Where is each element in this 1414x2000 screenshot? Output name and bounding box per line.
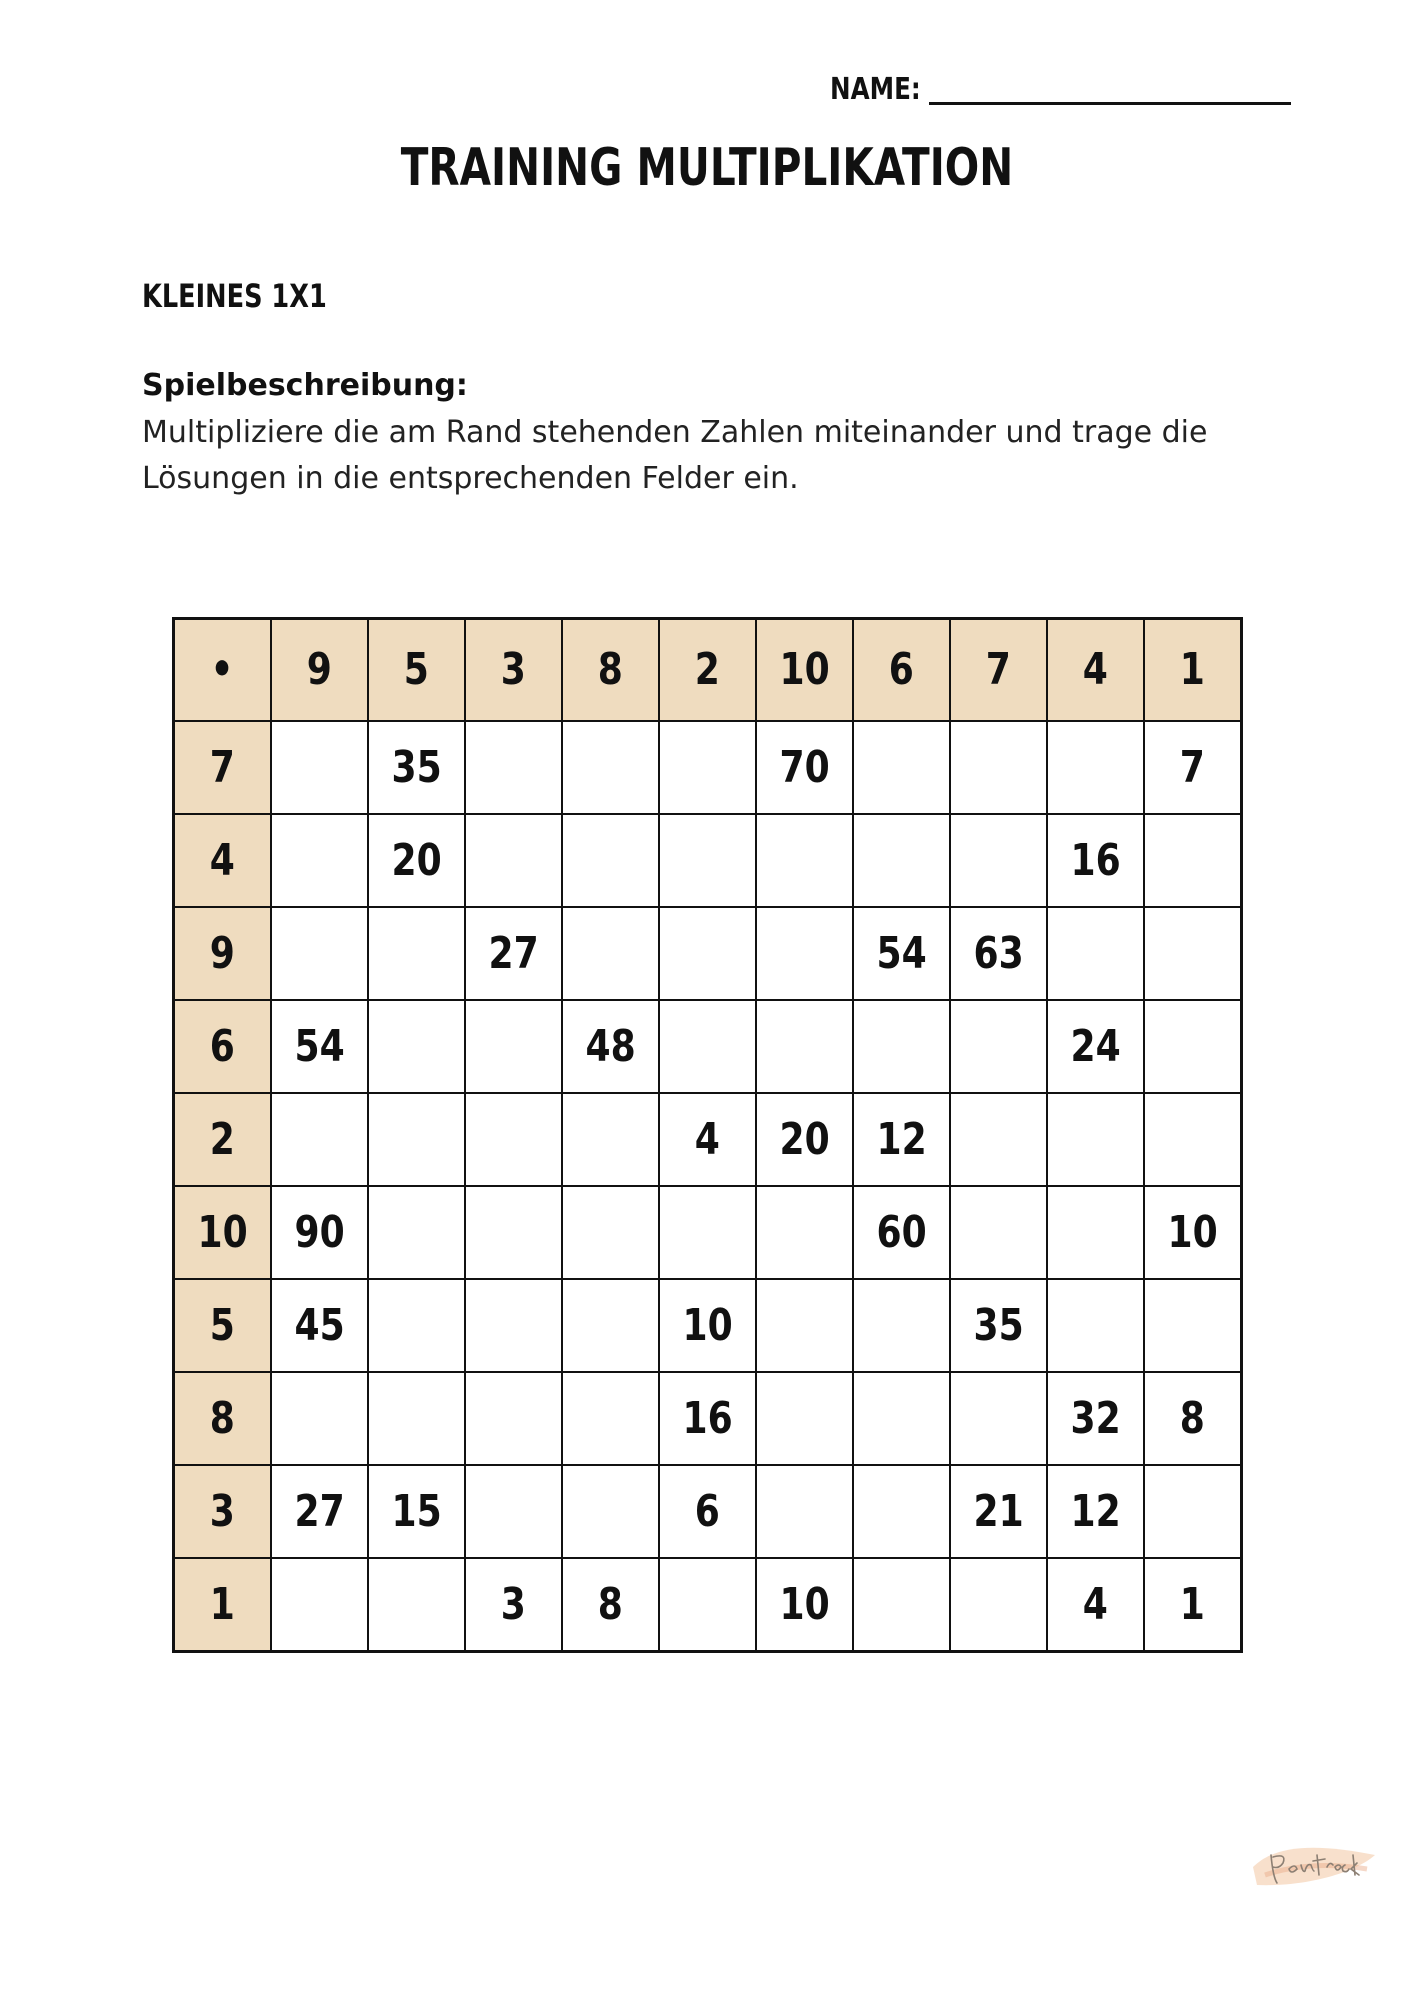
row-header-value: 10 [197,1206,248,1258]
answer-cell[interactable] [950,1558,1047,1652]
cell-value: 10 [1167,1206,1218,1258]
product-cell [1047,814,1144,907]
product-cell [659,1372,756,1465]
cell-value: 1 [1179,1578,1206,1630]
cell-value: 90 [294,1206,345,1258]
name-field[interactable] [830,64,1291,105]
column-header-cell [562,619,659,722]
product-cell [1144,1558,1242,1652]
product-cell [1144,1186,1242,1279]
answer-cell[interactable] [368,1093,465,1186]
answer-cell[interactable] [1144,814,1242,907]
product-cell [562,1000,659,1093]
answer-cell[interactable] [853,721,950,814]
answer-cell[interactable] [950,721,1047,814]
answer-cell[interactable] [1047,721,1144,814]
column-header-value: 7 [985,644,1012,695]
row-header-cell [174,1372,272,1465]
table-row [174,1000,1242,1093]
row-header-cell [174,721,272,814]
cell-value: 35 [973,1299,1024,1351]
cell-value: 12 [876,1113,927,1165]
product-cell [1047,1372,1144,1465]
column-header-cell [271,619,368,722]
answer-cell[interactable] [562,907,659,1000]
answer-cell[interactable] [368,1279,465,1372]
answer-cell[interactable] [562,1372,659,1465]
product-cell [659,1465,756,1558]
answer-cell[interactable] [1047,1279,1144,1372]
section-subtitle: KLEINES 1X1 [142,277,327,315]
product-cell [756,1558,853,1652]
answer-cell[interactable] [271,814,368,907]
column-header-value: 6 [888,644,915,695]
cell-value: 32 [1070,1392,1121,1444]
cell-value: 20 [391,834,442,886]
column-header-cell [950,619,1047,722]
answer-cell[interactable] [1144,1093,1242,1186]
table-row [174,721,1242,814]
row-header-cell [174,1186,272,1279]
answer-cell[interactable] [562,1279,659,1372]
table-header-row [174,619,1242,722]
corner-cell [174,619,272,722]
product-cell [368,721,465,814]
multiplication-grid [172,617,1243,1653]
answer-cell[interactable] [659,1000,756,1093]
cell-value: 4 [1082,1578,1109,1630]
name-blank-line[interactable] [929,64,1291,105]
cell-value: 24 [1070,1020,1121,1072]
table-row [174,1558,1242,1652]
row-header-value: 5 [209,1299,236,1351]
cell-value: 10 [682,1299,733,1351]
product-cell [1144,1372,1242,1465]
product-cell [1047,1465,1144,1558]
answer-cell[interactable] [465,814,562,907]
row-header-cell [174,1558,272,1652]
table-row [174,1279,1242,1372]
product-cell [950,907,1047,1000]
answer-cell[interactable] [853,1465,950,1558]
cell-value: 27 [294,1485,345,1537]
answer-cell[interactable] [271,1093,368,1186]
row-header-value: 7 [209,741,236,793]
row-header-value: 6 [209,1020,236,1072]
cell-value: 20 [779,1113,830,1165]
answer-cell[interactable] [465,1093,562,1186]
product-cell [1047,1558,1144,1652]
column-header-value: 5 [403,644,430,695]
table-row [174,1186,1242,1279]
answer-cell[interactable] [756,814,853,907]
table-row [174,814,1242,907]
column-header-cell [756,619,853,722]
answer-cell[interactable] [562,1093,659,1186]
answer-cell[interactable] [853,1558,950,1652]
product-cell [271,1186,368,1279]
answer-cell[interactable] [756,907,853,1000]
product-cell [271,1279,368,1372]
product-cell [756,1093,853,1186]
answer-cell[interactable] [465,1186,562,1279]
row-header-cell [174,907,272,1000]
row-header-value: 1 [209,1578,236,1630]
cell-value: 10 [779,1578,830,1630]
column-header-cell [1047,619,1144,722]
product-cell [950,1465,1047,1558]
column-header-value: 9 [306,644,333,695]
column-header-cell [659,619,756,722]
cell-value: 8 [597,1578,624,1630]
cell-value: 8 [1179,1392,1206,1444]
cell-value: 12 [1070,1485,1121,1537]
product-cell [465,1558,562,1652]
row-header-value: 2 [209,1113,236,1165]
answer-cell[interactable] [465,1465,562,1558]
answer-cell[interactable] [562,814,659,907]
column-header-value: 4 [1082,644,1109,695]
row-header-value: 4 [209,834,236,886]
product-cell [368,814,465,907]
product-cell [659,1279,756,1372]
answer-cell[interactable] [756,1186,853,1279]
product-cell [853,907,950,1000]
product-cell [853,1186,950,1279]
answer-cell[interactable] [368,1372,465,1465]
answer-cell[interactable] [1144,1465,1242,1558]
answer-cell[interactable] [562,721,659,814]
product-cell [1047,1000,1144,1093]
cell-value: 15 [391,1485,442,1537]
cell-value: 60 [876,1206,927,1258]
table-row [174,1372,1242,1465]
column-header-cell [368,619,465,722]
answer-cell[interactable] [659,1186,756,1279]
cell-value: 21 [973,1485,1024,1537]
answer-cell[interactable] [853,1279,950,1372]
cell-value: 6 [694,1485,721,1537]
answer-cell[interactable] [756,1000,853,1093]
cell-value: 35 [391,741,442,793]
answer-cell[interactable] [1047,1186,1144,1279]
row-header-cell [174,1279,272,1372]
answer-cell[interactable] [465,1372,562,1465]
product-cell [756,721,853,814]
answer-cell[interactable] [756,1372,853,1465]
answer-cell[interactable] [1144,1000,1242,1093]
product-cell [271,1465,368,1558]
answer-cell[interactable] [368,907,465,1000]
cell-value: 3 [500,1578,527,1630]
answer-cell[interactable] [756,1279,853,1372]
cell-value: 27 [488,927,539,979]
answer-cell[interactable] [659,814,756,907]
row-header-cell [174,1000,272,1093]
answer-cell[interactable] [756,1465,853,1558]
answer-cell[interactable] [465,1000,562,1093]
answer-cell[interactable] [659,907,756,1000]
multiply-dot-symbol: • [210,644,235,695]
answer-cell[interactable] [853,1000,950,1093]
product-cell [853,1093,950,1186]
cell-value: 63 [973,927,1024,979]
answer-cell[interactable] [950,814,1047,907]
answer-cell[interactable] [562,1465,659,1558]
answer-cell[interactable] [950,1186,1047,1279]
cell-value: 7 [1179,741,1206,793]
column-header-value: 8 [597,644,624,695]
row-header-cell [174,1465,272,1558]
table-row [174,1465,1242,1558]
answer-cell[interactable] [271,1372,368,1465]
product-cell [465,907,562,1000]
product-cell [368,1465,465,1558]
cell-value: 45 [294,1299,345,1351]
column-header-value: 2 [694,644,721,695]
row-header-value: 3 [209,1485,236,1537]
product-cell [950,1279,1047,1372]
cell-value: 48 [585,1020,636,1072]
answer-cell[interactable] [659,721,756,814]
answer-cell[interactable] [1047,1093,1144,1186]
answer-cell[interactable] [562,1186,659,1279]
answer-cell[interactable] [1144,1279,1242,1372]
answer-cell[interactable] [368,1186,465,1279]
description-text: Multipliziere die am Rand stehenden Zahlen miteinander und trage die Lösungen in die entsprechenden Felder ein. [142,415,1208,496]
answer-cell[interactable] [950,1000,1047,1093]
description-heading: Spielbeschreibung: [142,368,468,403]
name-label: NAME: [830,72,921,107]
column-header-value: 3 [500,644,527,695]
row-header-cell [174,814,272,907]
answer-cell[interactable] [368,1558,465,1652]
product-cell [562,1558,659,1652]
column-header-value: 10 [779,644,830,695]
answer-cell[interactable] [950,1093,1047,1186]
column-header-value: 1 [1179,644,1206,695]
product-cell [1144,721,1242,814]
cell-value: 4 [694,1113,721,1165]
cell-value: 54 [876,927,927,979]
answer-cell[interactable] [853,1372,950,1465]
column-header-cell [465,619,562,722]
product-cell [659,1093,756,1186]
table-row [174,1093,1242,1186]
page-title: TRAINING MULTIPLIKATION [400,138,1014,198]
row-header-value: 9 [209,927,236,979]
answer-cell[interactable] [368,1000,465,1093]
answer-cell[interactable] [853,814,950,907]
column-header-cell [1144,619,1242,722]
row-header-value: 8 [209,1392,236,1444]
cell-value: 54 [294,1020,345,1072]
signature-logo-icon [1235,1825,1385,1905]
answer-cell[interactable] [271,907,368,1000]
cell-value: 16 [682,1392,733,1444]
table-row [174,907,1242,1000]
cell-value: 16 [1070,834,1121,886]
answer-cell[interactable] [271,721,368,814]
answer-cell[interactable] [271,1558,368,1652]
answer-cell[interactable] [465,1279,562,1372]
answer-cell[interactable] [1047,907,1144,1000]
row-header-cell [174,1093,272,1186]
answer-cell[interactable] [1144,907,1242,1000]
answer-cell[interactable] [465,721,562,814]
cell-value: 70 [779,741,830,793]
answer-cell[interactable] [950,1372,1047,1465]
column-header-cell [853,619,950,722]
answer-cell[interactable] [659,1558,756,1652]
product-cell [271,1000,368,1093]
